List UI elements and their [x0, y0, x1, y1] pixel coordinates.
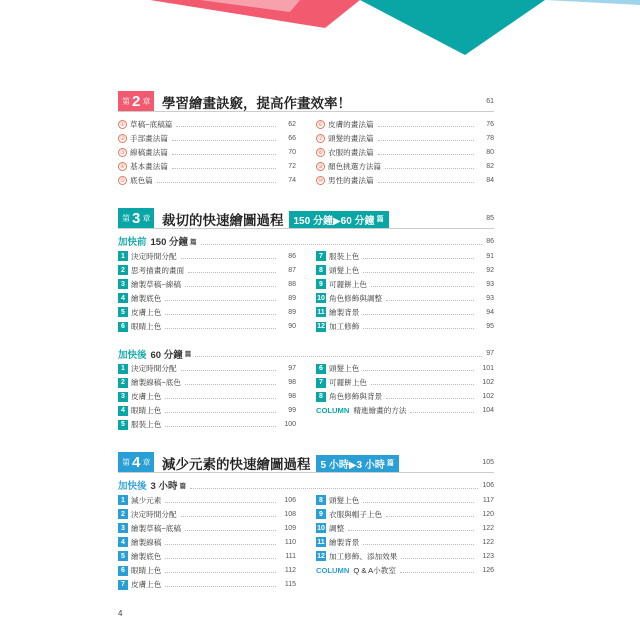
dot-leader — [363, 268, 474, 273]
entry-title: 手部畫法篇 — [130, 133, 168, 143]
toc-entry[interactable] — [316, 277, 494, 291]
chapter-rule — [118, 111, 494, 112]
toc-entry[interactable] — [316, 507, 494, 521]
toc-entry[interactable] — [118, 249, 296, 263]
chapter-rule — [118, 472, 494, 473]
toc-entry[interactable] — [118, 159, 296, 173]
dot-leader — [400, 568, 474, 573]
toc-entry[interactable] — [316, 563, 494, 577]
subsection-page-number: 86 — [486, 237, 494, 245]
entry-title: 繪製線稿~底色 — [131, 378, 181, 388]
toc-column-right — [316, 249, 494, 334]
dot-leader — [172, 150, 276, 155]
entry-page-number: 76 — [486, 120, 494, 128]
dot-leader — [371, 282, 474, 287]
dot-leader — [165, 582, 276, 587]
dot-leader — [363, 324, 474, 329]
entry-title: 決定時間分配 — [131, 364, 177, 374]
entry-title: 男性的畫法篇 — [328, 175, 374, 185]
toc-entry[interactable] — [316, 159, 494, 173]
entry-number-square: 8 — [316, 265, 326, 275]
chapter-time-tag — [289, 211, 389, 228]
chapter-heading — [118, 451, 494, 473]
entry-number-square: 4 — [118, 537, 128, 547]
entry-number-circle: ⑤ — [119, 177, 126, 184]
entry-title: 調整 — [329, 523, 345, 533]
dot-leader — [181, 366, 276, 371]
dot-leader — [386, 512, 474, 517]
dot-leader — [385, 164, 474, 169]
entry-number-circle: ⑩ — [317, 177, 324, 184]
entry-page-number: 86 — [288, 252, 296, 260]
chapter-zhang: 章 — [142, 457, 151, 467]
entry-title: 皮膚上色 — [131, 580, 162, 590]
entry-number-square: 6 — [316, 364, 326, 374]
chapter-title — [162, 92, 351, 112]
entry-page-number: 82 — [486, 162, 494, 170]
toc-entry[interactable] — [118, 535, 296, 549]
toc-entry[interactable] — [316, 362, 494, 376]
toc-entry[interactable] — [316, 263, 494, 277]
column-label: COLUMN — [316, 566, 350, 576]
subsection-quantity: 3 小時 — [150, 481, 178, 492]
entry-number-square: 2 — [118, 265, 128, 275]
toc-column-left — [118, 362, 296, 432]
entry-page-number: 94 — [486, 308, 494, 316]
entry-number-circle: ① — [119, 121, 126, 128]
subsection — [118, 346, 494, 432]
toc-entry[interactable] — [316, 319, 494, 333]
entry-title: 頭髮上色 — [329, 364, 360, 374]
toc-entry[interactable] — [118, 493, 296, 507]
entry-page-number: 74 — [288, 176, 296, 184]
entry-number-circle: ⑥ — [317, 121, 324, 128]
entry-number-square: 7 — [316, 251, 326, 261]
dot-leader — [165, 498, 276, 503]
dot-leader — [378, 150, 474, 155]
entry-number-square: 9 — [316, 509, 326, 519]
subsection — [118, 233, 494, 342]
entry-number-circle: ⑨ — [317, 163, 324, 170]
entry-title: 草稿~底稿篇 — [130, 119, 173, 129]
chapter-title — [162, 209, 389, 229]
entry-title: 角色修飾與調整 — [329, 293, 383, 303]
subsection-label: 加快後 — [118, 481, 147, 492]
dot-leader — [165, 554, 276, 559]
toc-entry[interactable] — [118, 117, 296, 131]
chapter-page-number: 105 — [482, 459, 494, 466]
entry-number-square: 5 — [118, 307, 128, 317]
entry-page-number: 89 — [288, 308, 296, 316]
chapter-title — [162, 453, 399, 473]
entry-title: 繪製背景 — [329, 537, 360, 547]
subsection-page-number: 106 — [482, 481, 494, 489]
chapter-4-section — [118, 451, 494, 592]
entry-title: 加工修飾、添加效果 — [329, 551, 398, 561]
toc-entry[interactable] — [316, 249, 494, 263]
entry-page-number: 72 — [288, 162, 296, 170]
subsection-quantity: 150 分鐘 — [150, 237, 189, 248]
dot-leader — [401, 554, 474, 559]
toc-entry[interactable] — [118, 173, 296, 187]
entry-title: 繪製背景 — [329, 307, 360, 317]
toc-entry[interactable] — [118, 131, 296, 145]
entry-title: 減少元素 — [131, 495, 162, 505]
chapter-heading — [118, 90, 494, 112]
entry-title: 底色篇 — [130, 175, 153, 185]
entry-title: 顏色挑選方法篇 — [328, 161, 382, 171]
entry-page-number: 84 — [486, 176, 494, 184]
toc-column-right — [316, 362, 494, 432]
entry-page-number: 93 — [486, 280, 494, 288]
dot-leader — [172, 164, 276, 169]
entry-number-square: 2 — [118, 378, 128, 388]
entry-title: Q & A小教室 — [353, 566, 396, 576]
dot-leader — [386, 296, 474, 301]
toc-entry[interactable] — [118, 563, 296, 577]
entry-title: 眼睛上色 — [131, 322, 162, 332]
entry-number-square: 3 — [118, 392, 128, 402]
toc-entry[interactable] — [118, 578, 296, 592]
entry-number-square: 6 — [118, 322, 128, 332]
chapter-badge-box — [118, 208, 154, 228]
dot-leader — [181, 512, 276, 517]
entry-page-number: 97 — [288, 365, 296, 373]
subsection-label: 加快前 — [118, 237, 147, 248]
toc-columns — [118, 493, 494, 592]
toc-column-left — [118, 493, 296, 592]
entry-number-square: 6 — [118, 566, 128, 576]
entry-number-square: 7 — [316, 378, 326, 388]
toc-entry[interactable] — [316, 376, 494, 390]
toc-entry[interactable] — [316, 404, 494, 418]
entry-page-number: 120 — [482, 510, 494, 518]
entry-page-number: 106 — [284, 496, 296, 504]
dot-leader — [165, 296, 276, 301]
toc-column-left — [118, 249, 296, 334]
chapter-title-text: 裁切的快速繪圖過程 — [162, 213, 284, 228]
entry-title: 服裝上色 — [329, 251, 360, 261]
entry-title: 決定時間分配 — [131, 509, 177, 519]
toc-entry[interactable] — [118, 277, 296, 291]
dot-leader — [185, 526, 276, 531]
dot-leader — [157, 178, 276, 183]
entry-page-number: 99 — [288, 407, 296, 415]
chapter-page-number: 85 — [486, 215, 494, 222]
dot-leader — [165, 422, 276, 427]
toc-entry[interactable] — [118, 362, 296, 376]
toc-entry[interactable] — [118, 263, 296, 277]
dot-leader — [181, 254, 276, 259]
page-number: 4 — [118, 609, 123, 618]
chapter-title-text: 減少元素的快速繪圖過程 — [162, 457, 311, 472]
entry-title: 精進繪畫的方法 — [353, 406, 407, 416]
header-decoration — [0, 0, 640, 60]
entry-page-number: 88 — [288, 280, 296, 288]
dot-leader — [185, 282, 276, 287]
entry-page-number: 122 — [482, 524, 494, 532]
toc-entry[interactable] — [316, 117, 494, 131]
entry-number-square: 4 — [118, 293, 128, 303]
toc-entry[interactable] — [118, 291, 296, 305]
entry-title: 可麗餅上色 — [329, 279, 367, 289]
entry-page-number: 108 — [284, 510, 296, 518]
entry-number-square: 9 — [316, 279, 326, 289]
toc-entry[interactable] — [118, 521, 296, 535]
chapter-2-section — [118, 90, 494, 187]
entry-title: 線稿畫法篇 — [130, 147, 168, 157]
entry-title: 角色修飾與背景 — [329, 392, 383, 402]
dot-leader — [363, 254, 474, 259]
entry-page-number: 95 — [486, 323, 494, 331]
chapter-di: 第 — [122, 457, 130, 467]
entry-title: 眼睛上色 — [131, 566, 162, 576]
entry-page-number: 111 — [285, 552, 296, 560]
toc-entry[interactable] — [118, 319, 296, 333]
dot-leader — [165, 408, 276, 413]
entry-title: 加工修飾 — [329, 322, 360, 332]
entry-title: 繪製底色 — [131, 551, 162, 561]
subsection-quantity: 60 分鐘 — [150, 349, 183, 361]
dot-leader — [165, 324, 276, 329]
entry-title: 皮膚上色 — [131, 392, 162, 402]
toc-entry[interactable] — [118, 418, 296, 432]
chapter-di: 第 — [122, 96, 130, 106]
entry-number-square: 12 — [317, 552, 325, 560]
toc-columns — [118, 362, 494, 432]
chapter-3-section — [118, 207, 494, 432]
entry-number-circle: ② — [119, 135, 126, 142]
subsection — [118, 112, 494, 187]
entry-number-circle: ⑦ — [317, 135, 324, 142]
entry-number-square: 4 — [118, 406, 128, 416]
toc-entry[interactable] — [316, 493, 494, 507]
entry-page-number: 93 — [486, 294, 494, 302]
dot-leader — [165, 310, 276, 315]
toc-entry[interactable] — [118, 145, 296, 159]
chapter-di: 第 — [122, 213, 130, 223]
entry-number-circle: ⑧ — [317, 149, 324, 156]
dot-leader — [172, 136, 276, 141]
chapter-badge — [118, 91, 154, 111]
entry-page-number: 117 — [482, 496, 494, 504]
chapter-time-tag-text: 5 小時▶3 小時 — [320, 459, 385, 471]
entry-page-number: 104 — [482, 407, 494, 415]
entry-page-number: 70 — [288, 148, 296, 156]
entry-page-number: 87 — [288, 266, 296, 274]
entry-title: 繪製草稿~線稿 — [131, 279, 181, 289]
toc-columns — [118, 117, 494, 187]
chapter-heading — [118, 207, 494, 229]
dot-leader — [188, 268, 276, 273]
dot-leader — [378, 136, 474, 141]
entry-page-number: 62 — [288, 120, 296, 128]
toc-entry[interactable] — [316, 549, 494, 563]
dot-leader — [165, 394, 276, 399]
entry-page-number: 101 — [482, 365, 494, 373]
entry-page-number: 90 — [288, 323, 296, 331]
chapter-title-text: 學習繪畫訣竅，提高作畫效率！ — [162, 96, 351, 111]
entry-number-square: 1 — [118, 364, 128, 374]
toc-columns — [118, 249, 494, 334]
entry-page-number: 98 — [288, 379, 296, 387]
entry-page-number: 78 — [486, 134, 494, 142]
chapter-time-tag — [316, 455, 399, 472]
chapter-badge-box — [118, 452, 154, 472]
entry-page-number: 112 — [284, 567, 296, 575]
toc-entry[interactable] — [316, 521, 494, 535]
subsection-pian: 篇 — [190, 238, 197, 246]
entry-number-square: 2 — [118, 509, 128, 519]
entry-number-square: 11 — [317, 308, 325, 316]
subsection-heading — [118, 233, 494, 249]
dot-leader — [363, 310, 474, 315]
entry-number-circle: ④ — [119, 163, 126, 170]
entry-page-number: 102 — [482, 379, 494, 387]
chapter-time-tag-pian: 篇 — [386, 460, 394, 467]
entry-number-square: 10 — [317, 524, 325, 532]
teal-shape — [360, 0, 545, 55]
subsection-pian: 篇 — [179, 482, 186, 490]
subsection-page-number: 97 — [486, 350, 494, 358]
entry-page-number: 126 — [482, 567, 494, 575]
entry-page-number: 89 — [288, 294, 296, 302]
toc-entry[interactable] — [118, 390, 296, 404]
entry-number-square: 12 — [317, 323, 325, 331]
dot-leader — [410, 408, 474, 413]
toc-entry[interactable] — [316, 131, 494, 145]
chapter-number: 2 — [132, 92, 141, 110]
dot-leader — [386, 394, 474, 399]
entry-page-number: 122 — [482, 538, 494, 546]
dot-leader — [201, 238, 483, 245]
toc-column-left — [118, 117, 296, 187]
entry-page-number: 66 — [288, 134, 296, 142]
chapter-time-tag-pian: 篇 — [376, 216, 384, 223]
entry-number-square: 3 — [118, 279, 128, 289]
entry-title: 思考描畫的畫面 — [131, 265, 185, 275]
entry-title: 繪製線稿 — [131, 537, 162, 547]
entry-title: 眼睛上色 — [131, 406, 162, 416]
entry-title: 頭髮上色 — [329, 495, 360, 505]
dot-leader — [165, 568, 276, 573]
entry-page-number: 102 — [482, 393, 494, 401]
entry-page-number: 123 — [482, 552, 494, 560]
subsection-pian: 篇 — [184, 351, 192, 359]
entry-page-number: 98 — [288, 393, 296, 401]
subsection-heading — [118, 477, 494, 493]
spacer — [118, 334, 494, 342]
entry-page-number: 109 — [284, 524, 296, 532]
entry-title: 皮膚上色 — [131, 307, 162, 317]
chapter-time-tag-text: 150 分鐘▶60 分鐘 — [293, 215, 375, 227]
dot-leader — [371, 380, 474, 385]
chapter-number: 4 — [132, 453, 141, 471]
toc-entry[interactable] — [316, 145, 494, 159]
column-label: COLUMN — [316, 406, 350, 416]
entry-number-square: 7 — [118, 580, 128, 590]
dot-leader — [165, 540, 276, 545]
entry-title: 衣服與帽子上色 — [329, 509, 383, 519]
entry-page-number: 92 — [486, 266, 494, 274]
chapter-zhang: 章 — [142, 96, 151, 106]
chapter-badge-box — [118, 91, 154, 111]
subsection — [118, 477, 494, 592]
entry-title: 繪製底色 — [131, 293, 162, 303]
toc-entry[interactable] — [118, 507, 296, 521]
entry-title: 頭髮上色 — [329, 265, 360, 275]
entry-number-square: 11 — [317, 538, 325, 546]
entry-number-square: 3 — [118, 523, 128, 533]
entry-number-square: 8 — [316, 495, 326, 505]
dot-leader — [363, 498, 474, 503]
entry-title: 可麗餅上色 — [329, 378, 367, 388]
entry-number-square: 1 — [118, 495, 128, 505]
subsection-label: 加快後 — [118, 349, 147, 361]
lightblue-shape — [545, 0, 640, 5]
dot-leader — [195, 350, 482, 357]
entry-number-square: 5 — [118, 551, 128, 561]
toc-entry[interactable] — [118, 376, 296, 390]
toc-entry[interactable] — [118, 305, 296, 319]
toc-entry[interactable] — [118, 404, 296, 418]
toc-entry[interactable] — [316, 305, 494, 319]
entry-number-circle: ③ — [119, 149, 126, 156]
toc-column-right — [316, 493, 494, 592]
entry-page-number: 91 — [486, 252, 494, 260]
entry-number-square: 8 — [316, 392, 326, 402]
entry-title: 頭髮的畫法篇 — [328, 133, 374, 143]
entry-page-number: 80 — [486, 148, 494, 156]
entry-title: 基本畫法篇 — [130, 161, 168, 171]
entry-number-square: 10 — [317, 294, 325, 302]
chapter-rule — [118, 228, 494, 229]
entry-page-number: 110 — [284, 538, 296, 546]
entry-number-square: 1 — [118, 251, 128, 261]
toc-column-right — [316, 117, 494, 187]
dot-leader — [363, 366, 474, 371]
entry-title: 衣服的畫法篇 — [328, 147, 374, 157]
toc-entry[interactable] — [316, 173, 494, 187]
entry-page-number: 115 — [284, 581, 296, 589]
dot-leader — [378, 178, 474, 183]
entry-title: 服裝上色 — [131, 420, 162, 430]
dot-leader — [190, 482, 478, 489]
dot-leader — [176, 122, 276, 127]
entry-page-number: 100 — [284, 421, 296, 429]
subsection-heading — [118, 346, 494, 362]
dot-leader — [348, 526, 474, 531]
dot-leader — [363, 540, 474, 545]
dot-leader — [185, 380, 276, 385]
entry-title: 決定時間分配 — [131, 251, 177, 261]
entry-title: 繪製草稿~底稿 — [131, 523, 181, 533]
entry-number-square: 5 — [118, 420, 128, 430]
dot-leader — [378, 122, 474, 127]
toc-entry[interactable] — [118, 549, 296, 563]
chapter-page-number: 61 — [486, 98, 494, 105]
toc-entry[interactable] — [316, 535, 494, 549]
toc-entry[interactable] — [316, 291, 494, 305]
chapter-zhang: 章 — [142, 213, 151, 223]
chapter-number: 3 — [132, 209, 141, 227]
entry-title: 皮膚的畫法篇 — [328, 119, 374, 129]
chapter-badge — [118, 452, 154, 472]
toc-entry[interactable] — [316, 390, 494, 404]
chapter-badge — [118, 208, 154, 228]
